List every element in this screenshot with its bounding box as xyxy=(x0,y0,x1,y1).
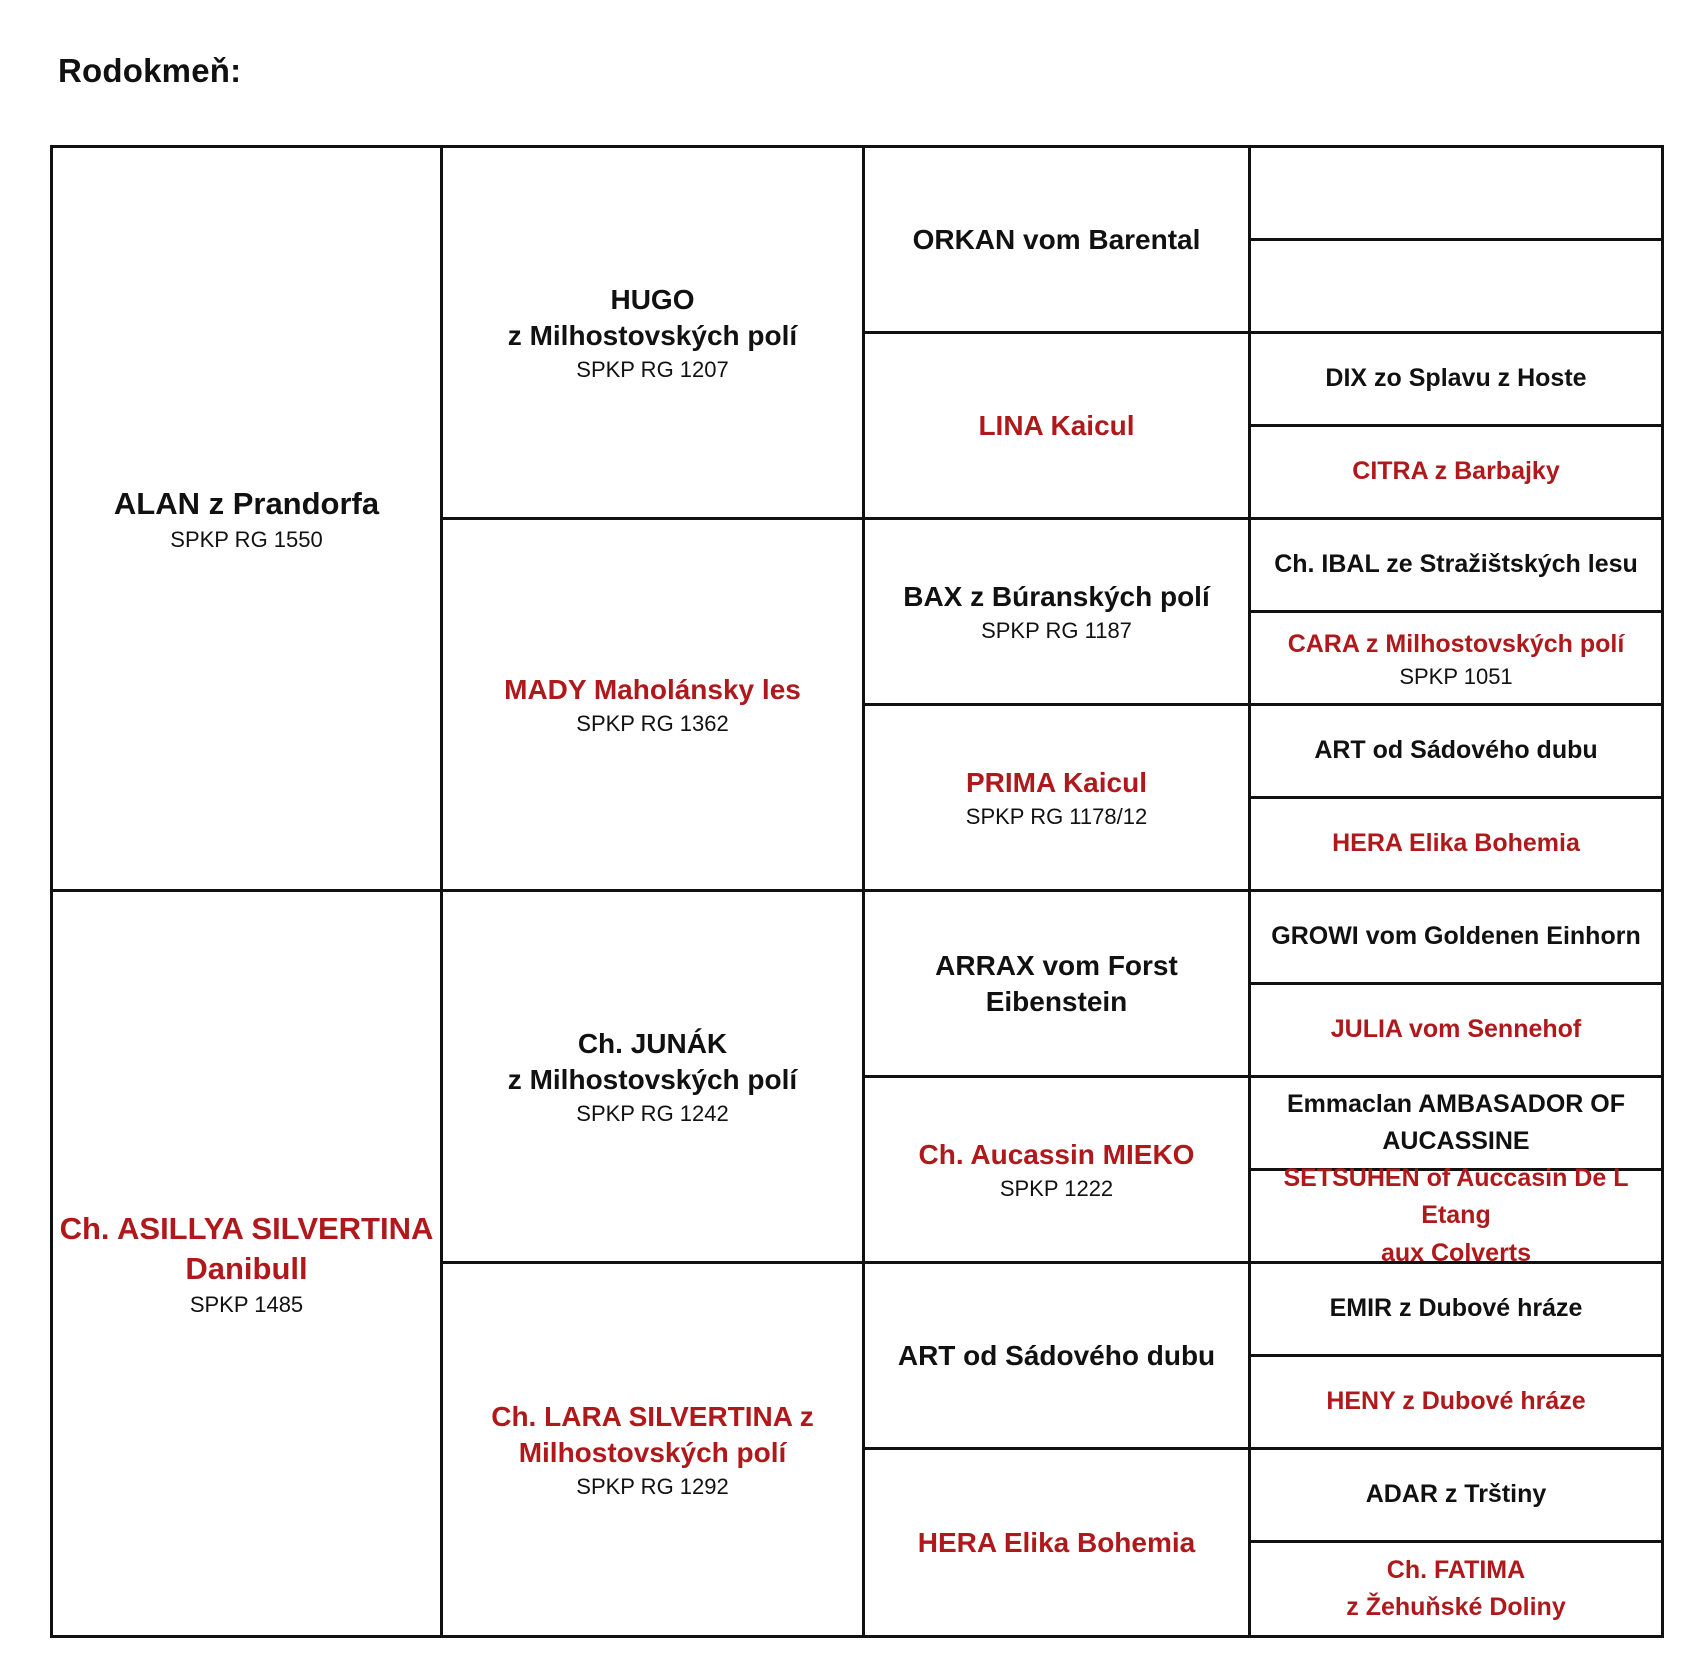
ddss-name: EMIR z Dubové hráze xyxy=(1329,1294,1583,1323)
ddsd-name: HENY z Dubové hráze xyxy=(1326,1387,1586,1416)
sssd-cell xyxy=(1251,241,1661,334)
ssd-name: LINA Kaicul xyxy=(978,409,1135,441)
sds-reg: SPKP RG 1187 xyxy=(981,618,1132,644)
ssds-cell xyxy=(1251,334,1661,427)
sdsd-reg: SPKP 1051 xyxy=(1399,663,1513,689)
ds-cell xyxy=(443,892,865,1264)
sire-reg: SPKP RG 1550 xyxy=(170,527,323,553)
pedigree-table xyxy=(50,145,1664,1638)
dsdd-cell xyxy=(1251,1163,1661,1267)
sddd-name: HERA Elika Bohemia xyxy=(1332,829,1580,858)
dsdd-name-line2: aux Colverts xyxy=(1380,1238,1532,1267)
sds-name: BAX z Búranských polí xyxy=(903,580,1210,612)
sd-name: MADY Maholánsky les xyxy=(504,673,801,705)
ss-cell xyxy=(443,148,865,520)
dddd-name xyxy=(1346,1552,1565,1627)
dd-reg: SPKP RG 1292 xyxy=(576,1474,729,1500)
ddsd-cell xyxy=(1251,1357,1661,1450)
ssdd-cell xyxy=(1251,427,1661,520)
ddds-cell xyxy=(1251,1450,1661,1543)
sd-cell xyxy=(443,520,865,892)
sire-name: ALAN z Prandorfa xyxy=(113,485,380,521)
sdsd-cell xyxy=(1251,613,1661,706)
dssd-cell xyxy=(1251,985,1661,1078)
sdds-name: ART od Sádového dubu xyxy=(1314,736,1598,765)
ds-reg: SPKP RG 1242 xyxy=(576,1101,729,1127)
dsdd-name-line1: SETSUHEN of Auccasin De L Etang xyxy=(1283,1163,1629,1230)
dsd-reg: SPKP 1222 xyxy=(999,1176,1114,1202)
ddd-cell xyxy=(865,1450,1251,1635)
dsss-cell xyxy=(1251,892,1661,985)
sds-cell xyxy=(865,520,1251,706)
dd-name xyxy=(491,1399,814,1470)
dsds-cell xyxy=(1251,1078,1661,1171)
dam-reg: SPKP 1485 xyxy=(189,1291,304,1317)
sdd-name: PRIMA Kaicul xyxy=(966,766,1147,798)
dam-cell xyxy=(53,892,443,1635)
dd-name-line1: Ch. LARA SILVERTINA z xyxy=(491,1400,814,1432)
dsdd-name xyxy=(1257,1160,1655,1273)
ss-name xyxy=(508,282,797,353)
dss-name-line2: Eibenstein xyxy=(985,985,1128,1017)
dsd-name: Ch. Aucassin MIEKO xyxy=(918,1138,1195,1170)
dam-name-line1: Ch. ASILLYA SILVERTINA xyxy=(59,1211,434,1247)
dds-cell xyxy=(865,1264,1251,1450)
dds-name: ART od Sádového dubu xyxy=(897,1339,1216,1371)
sss-cell xyxy=(865,148,1251,334)
sss-name: ORKAN vom Barental xyxy=(912,223,1201,255)
dsds-name xyxy=(1287,1086,1625,1161)
sd-reg: SPKP RG 1362 xyxy=(576,711,729,737)
ss-reg: SPKP RG 1207 xyxy=(576,357,729,383)
sire-cell xyxy=(53,148,443,892)
dddd-cell xyxy=(1251,1543,1661,1635)
dddd-name-line1: Ch. FATIMA xyxy=(1386,1555,1526,1584)
ddds-name: ADAR z Trštiny xyxy=(1365,1480,1547,1509)
sdss-cell xyxy=(1251,520,1661,613)
ssss-cell xyxy=(1251,148,1661,241)
ssds-name: DIX zo Splavu z Hoste xyxy=(1325,364,1587,393)
ds-name-line2: z Milhostovských polí xyxy=(507,1063,798,1095)
dss-name-line1: ARRAX vom Forst xyxy=(935,949,1178,981)
dam-name xyxy=(60,1209,434,1288)
dddd-name-line2: z Žehuňské Doliny xyxy=(1346,1593,1566,1621)
ssdd-name: CITRA z Barbajky xyxy=(1352,457,1560,486)
dsds-name-line2: AUCASSINE xyxy=(1382,1127,1530,1155)
dss-cell xyxy=(865,892,1251,1078)
sdsd-name: CARA z Milhostovských polí xyxy=(1287,630,1625,659)
dsds-name-line1: Emmaclan AMBASADOR OF xyxy=(1286,1089,1625,1118)
dssd-name: JULIA vom Sennehof xyxy=(1330,1015,1582,1044)
dsd-cell xyxy=(865,1078,1251,1264)
sdss-name: Ch. IBAL ze Stražištských lesu xyxy=(1274,550,1638,579)
ds-name-line1: Ch. JUNÁK xyxy=(577,1027,728,1059)
ssd-cell xyxy=(865,334,1251,520)
ss-name-line1: HUGO xyxy=(610,283,695,315)
ddd-name: HERA Elika Bohemia xyxy=(917,1526,1196,1558)
dsss-name: GROWI vom Goldenen Einhorn xyxy=(1271,922,1641,951)
sdd-cell xyxy=(865,706,1251,892)
sdd-reg: SPKP RG 1178/12 xyxy=(965,804,1148,830)
ss-name-line2: z Milhostovských polí xyxy=(507,319,798,351)
page-title: Rodokmeň: xyxy=(58,52,242,89)
dd-cell xyxy=(443,1264,865,1635)
ddss-cell xyxy=(1251,1264,1661,1357)
dd-name-line2: Milhostovských polí xyxy=(518,1436,787,1468)
ds-name xyxy=(508,1026,797,1097)
dam-name-line2: Danibull xyxy=(185,1250,308,1286)
sddd-cell xyxy=(1251,799,1661,892)
dss-name xyxy=(935,948,1178,1019)
sdds-cell xyxy=(1251,706,1661,799)
